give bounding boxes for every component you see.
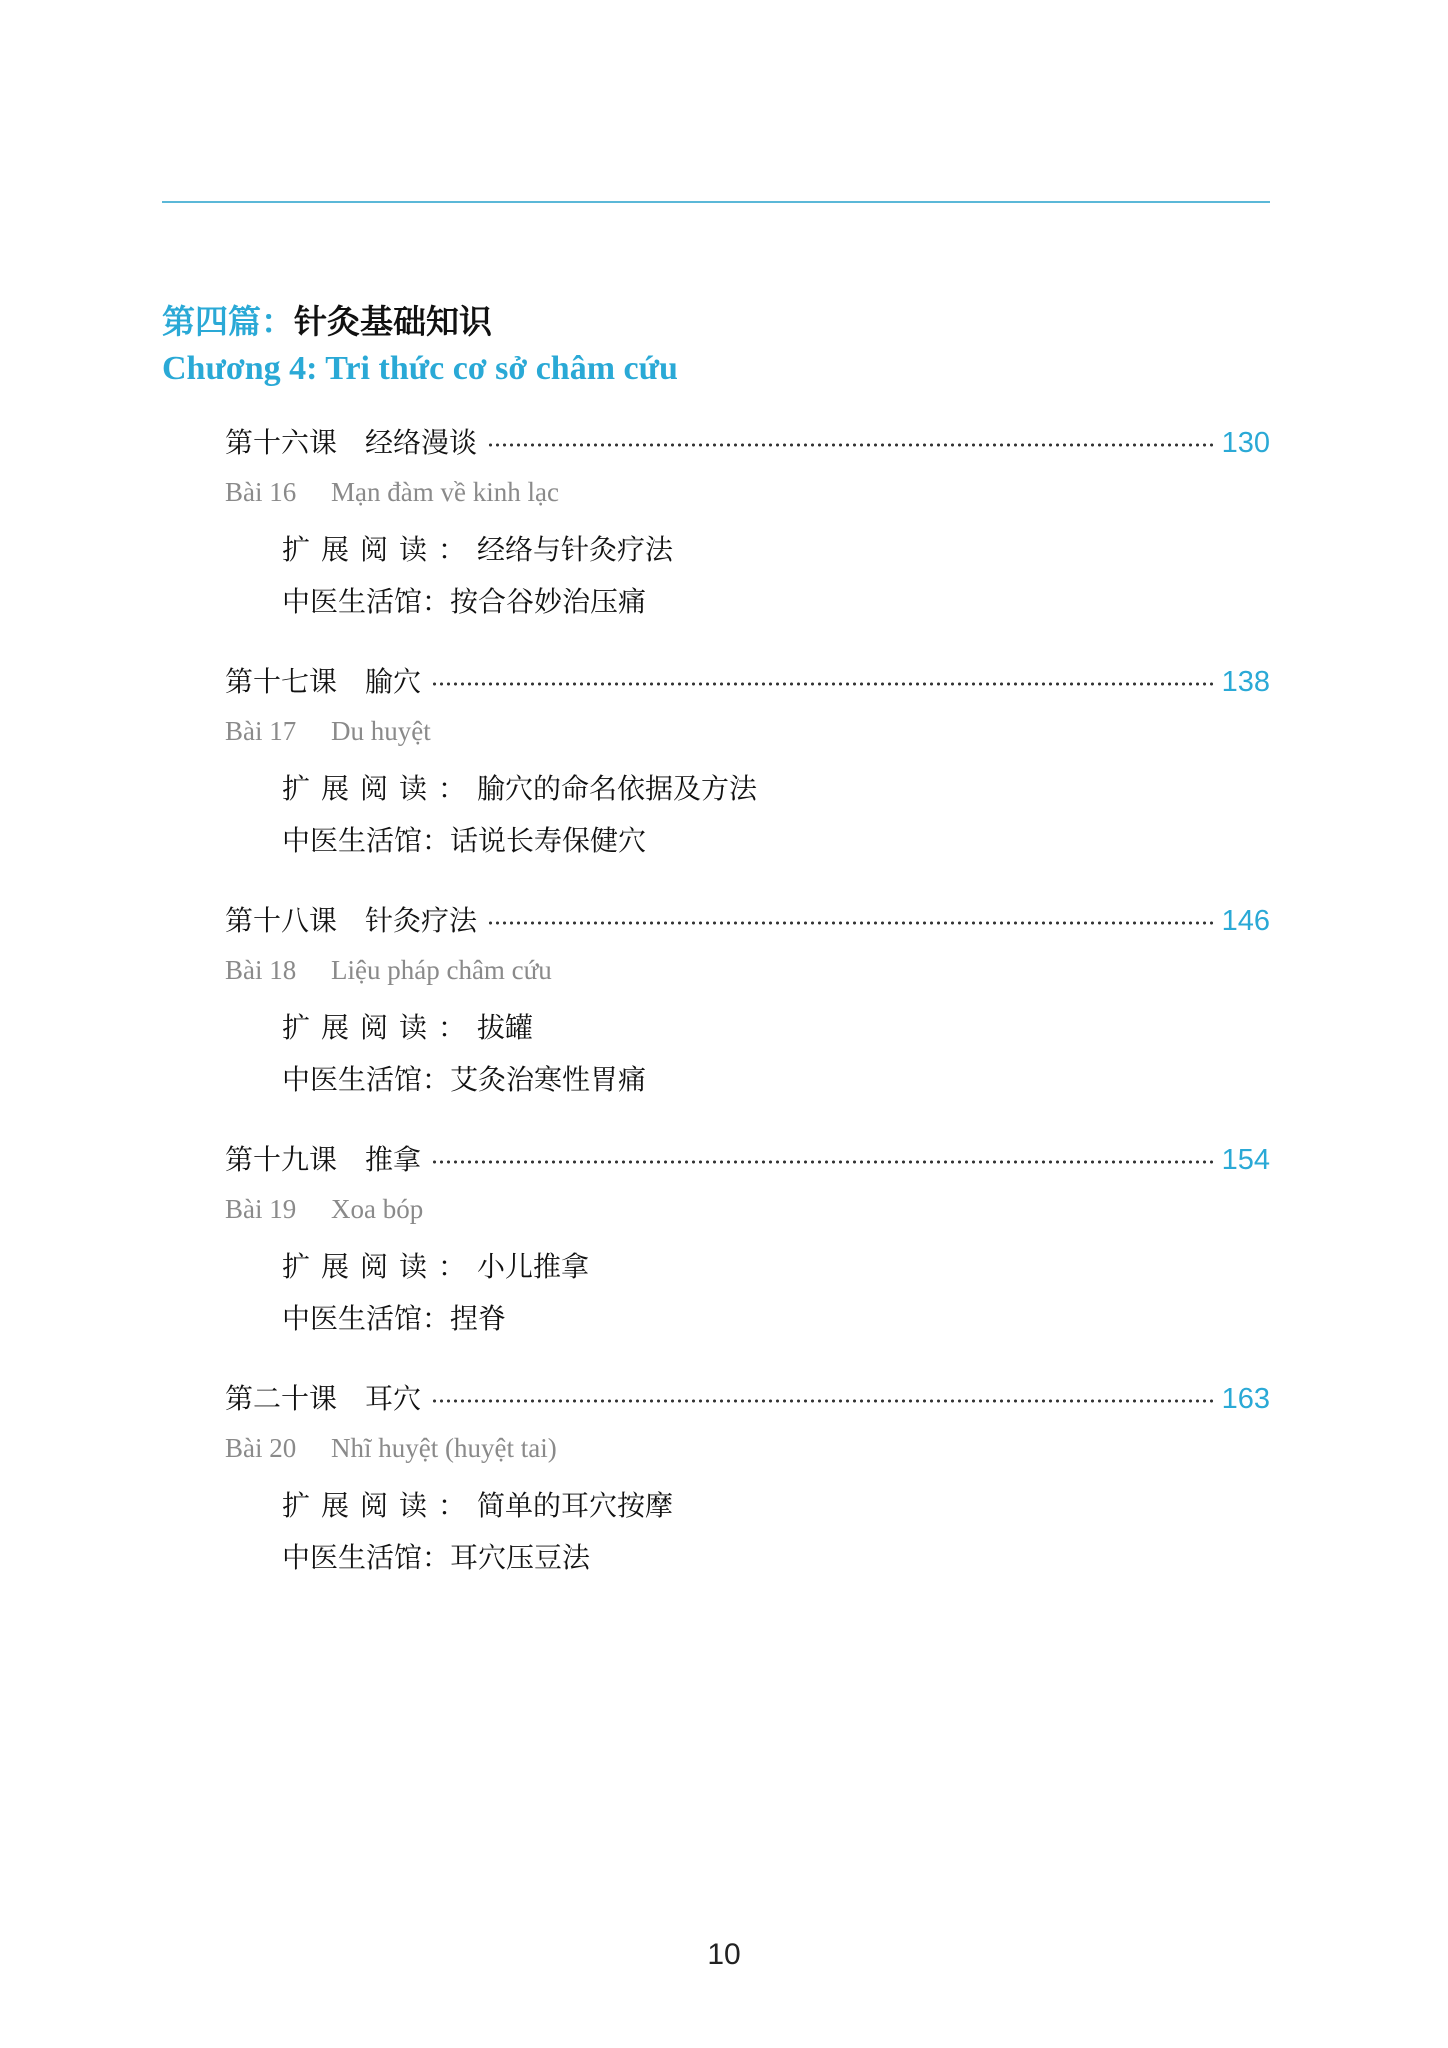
lesson-number: 第十八课	[225, 904, 338, 937]
lesson-vi-text: Liệu pháp châm cứu	[331, 955, 552, 985]
extended-reading	[282, 767, 757, 807]
lesson-heading[interactable]	[225, 899, 1270, 939]
lesson-number: 第十九课	[225, 1143, 338, 1176]
lesson-vi-text: Nhĩ huyệt (huyệt tai)	[331, 1433, 557, 1463]
tcm-life	[282, 1297, 506, 1337]
lesson-heading[interactable]	[225, 421, 1270, 461]
lesson-vi-number: Bài 16	[225, 477, 297, 507]
lesson-cn-title	[225, 660, 421, 700]
lesson-vi-number: Bài 17	[225, 716, 297, 746]
lesson-cn-title	[225, 1138, 421, 1178]
lesson-vi-text: Xoa bóp	[331, 1194, 424, 1224]
tcm-life-label: 中医生活馆：	[282, 585, 451, 618]
lesson-cn-title	[225, 899, 477, 939]
lesson-vi-text: Du huyệt	[331, 716, 431, 746]
dot-leader	[431, 1398, 1216, 1404]
extended-reading-text: 简单的耳穴按摩	[477, 1489, 674, 1522]
dot-leader	[431, 1159, 1216, 1165]
tcm-life-label: 中医生活馆：	[282, 1541, 451, 1574]
lesson-heading[interactable]	[225, 660, 1270, 700]
extended-reading-label: 扩展阅读：	[282, 1011, 478, 1044]
extended-reading-label: 扩展阅读：	[282, 1489, 478, 1522]
page-link[interactable]: 163	[1221, 1383, 1270, 1415]
tcm-life-text: 捏脊	[450, 1302, 507, 1335]
extended-reading	[282, 1484, 673, 1524]
extended-reading-text: 腧穴的命名依据及方法	[477, 772, 758, 805]
lesson-number: 第二十课	[225, 1382, 338, 1415]
extended-reading-text: 拔罐	[477, 1011, 534, 1044]
extended-reading	[282, 1245, 589, 1285]
tcm-life-text: 耳穴压豆法	[450, 1541, 591, 1574]
lesson-cn-title	[225, 421, 477, 461]
tcm-life-text: 艾灸治寒性胃痛	[450, 1063, 647, 1096]
lesson-vi-title	[225, 955, 552, 986]
tcm-life-label: 中医生活馆：	[282, 824, 451, 857]
tcm-life	[282, 580, 646, 620]
tcm-life	[282, 1058, 646, 1098]
part-prefix: 第四篇：	[162, 302, 294, 341]
page-link[interactable]: 130	[1221, 427, 1270, 459]
lesson-number: 第十六课	[225, 426, 338, 459]
lesson-vi-title	[225, 716, 431, 747]
extended-reading-text: 经络与针灸疗法	[477, 533, 674, 566]
lesson-number: 第十七课	[225, 665, 338, 698]
lesson-vi-title	[225, 1433, 557, 1464]
lesson-vi-title	[225, 477, 559, 508]
lesson-vi-number: Bài 20	[225, 1433, 297, 1463]
lesson-title: 推拿	[365, 1143, 422, 1176]
lesson-title: 针灸疗法	[365, 904, 478, 937]
tcm-life-text: 话说长寿保健穴	[450, 824, 647, 857]
lesson-title: 腧穴	[365, 665, 422, 698]
lesson-vi-number: Bài 19	[225, 1194, 297, 1224]
dot-leader	[431, 681, 1216, 687]
extended-reading-text: 小儿推拿	[477, 1250, 590, 1283]
page-link[interactable]: 138	[1221, 666, 1270, 698]
lesson-vi-text: Mạn đàm về kinh lạc	[331, 477, 559, 507]
header-rule	[162, 201, 1270, 203]
part-title	[162, 296, 492, 343]
tcm-life	[282, 1536, 590, 1576]
tcm-life	[282, 819, 646, 859]
tcm-life-label: 中医生活馆：	[282, 1302, 451, 1335]
lesson-cn-title	[225, 1377, 421, 1417]
lesson-title: 经络漫谈	[365, 426, 478, 459]
lesson-heading[interactable]	[225, 1138, 1270, 1178]
lesson-vi-title	[225, 1194, 423, 1225]
extended-reading-label: 扩展阅读：	[282, 533, 478, 566]
lesson-title: 耳穴	[365, 1382, 422, 1415]
chapter-title: Chương 4: Tri thức cơ sở châm cứu	[162, 350, 678, 387]
dot-leader	[487, 920, 1216, 926]
page-link[interactable]: 146	[1221, 905, 1270, 937]
extended-reading-label: 扩展阅读：	[282, 1250, 478, 1283]
tcm-life-label: 中医生活馆：	[282, 1063, 451, 1096]
lesson-vi-number: Bài 18	[225, 955, 297, 985]
page-link[interactable]: 154	[1221, 1144, 1270, 1176]
part-title-text: 针灸基础知识	[294, 302, 492, 341]
extended-reading-label: 扩展阅读：	[282, 772, 478, 805]
page-number: 10	[707, 1938, 741, 1971]
dot-leader	[487, 442, 1216, 448]
lesson-heading[interactable]	[225, 1377, 1270, 1417]
extended-reading	[282, 1006, 533, 1046]
extended-reading	[282, 528, 673, 568]
tcm-life-text: 按合谷妙治压痛	[450, 585, 647, 618]
